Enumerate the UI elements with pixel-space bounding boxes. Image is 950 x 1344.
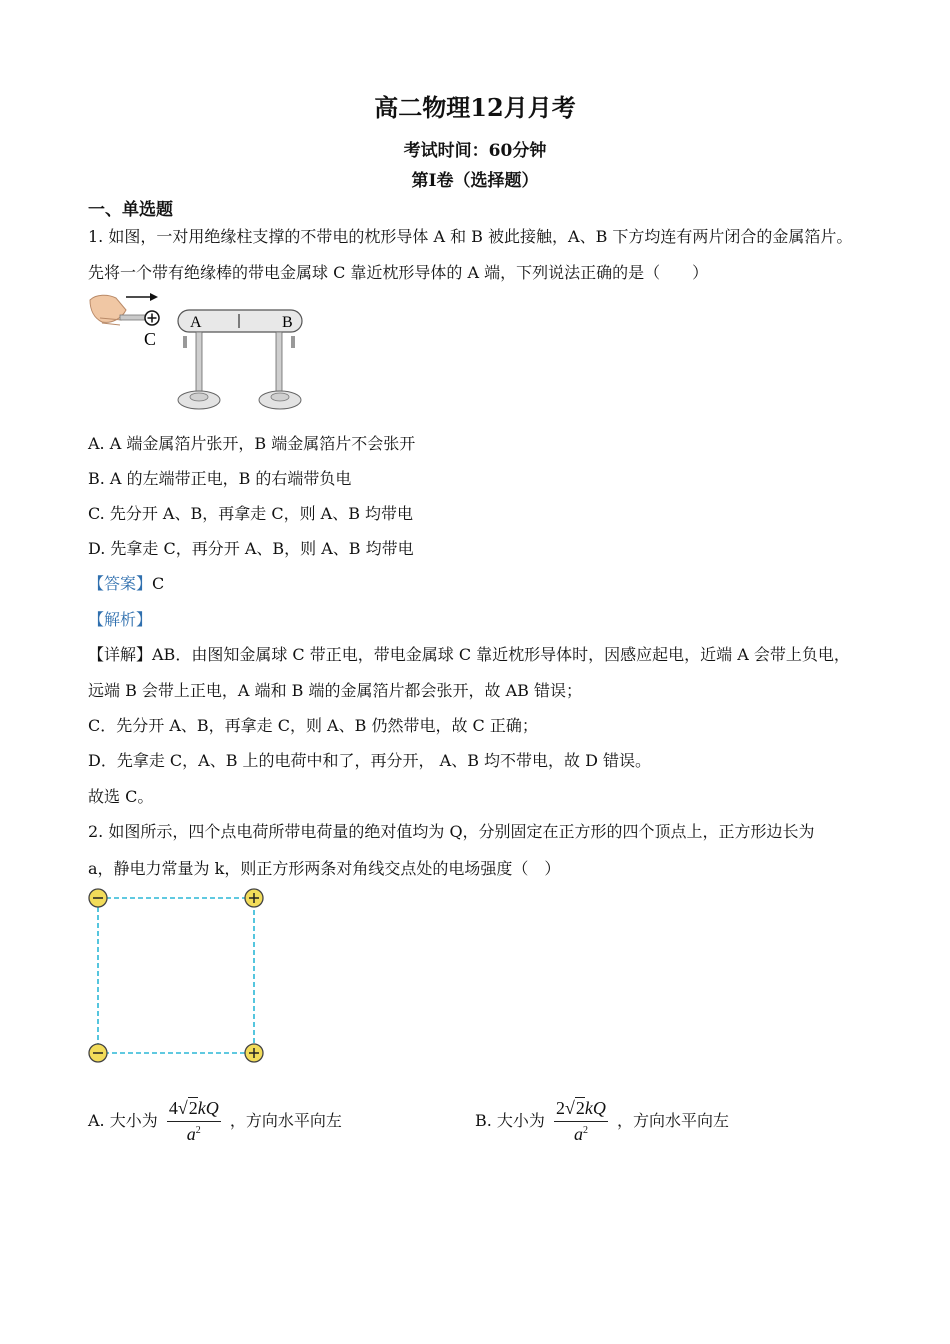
q1-stem-line2: 先将一个带有绝缘棒的带电金属球 C 靠近枕形导体的 A 端，下列说法正确的是（ ）	[88, 263, 709, 282]
exam-time: 考试时间：60分钟	[403, 141, 547, 161]
q1-detail-line5: 故选 C。	[88, 787, 154, 806]
q2-option-b	[475, 1098, 729, 1145]
charge-top-right	[245, 889, 263, 907]
q1-stem-line1: 1. 如图，一对用绝缘柱支撑的不带电的枕形导体 A 和 B 被此接触，A、B 下方均连有两片闭合的金属箔片。	[88, 227, 853, 246]
conductor-label-b: B	[282, 314, 293, 331]
charge-top-left	[89, 889, 107, 907]
foil-right	[292, 336, 294, 348]
q2-option-a	[88, 1098, 342, 1145]
conductor-label-a: A	[190, 314, 202, 331]
q1-detail-line1: 【详解】AB．由图知金属球 C 带正电，带电金属球 C 靠近枕形导体时，因感应起电，近端 A 会带上负电，	[88, 645, 850, 664]
q1-detail-line3: C．先分开 A、B，再拿走 C，则 A、B 仍然带电，故 C 正确；	[88, 716, 538, 735]
insulating-stand-right	[259, 332, 301, 409]
q2-option-a-suffix: ，方向水平向左	[229, 1111, 342, 1130]
q1-figure	[86, 288, 316, 416]
numerator-vars: kQ	[584, 1098, 606, 1118]
section-heading: 一、单选题	[88, 200, 173, 220]
foil-left	[184, 336, 186, 348]
denominator: a	[186, 1124, 196, 1144]
radicand: 2	[188, 1098, 198, 1118]
q2-option-b-prefix: B. 大小为	[475, 1111, 545, 1130]
answer-label: 【答案】	[88, 574, 153, 593]
denominator: a	[573, 1124, 583, 1144]
volume-heading: 第Ⅰ卷（选择题）	[411, 171, 539, 191]
coefficient: 2	[556, 1098, 566, 1118]
answer-value: C	[152, 574, 165, 593]
charged-ball-c	[145, 311, 159, 325]
q2-option-b-fraction: $\frac{2√2kQ}{a^2}$	[556, 1098, 606, 1144]
q1-analysis-label: 【解析】	[88, 610, 153, 629]
radicand: 2	[575, 1098, 585, 1118]
q2-stem-line1: 2. 如图所示，四个点电荷所带电荷量的绝对值均为 Q，分别固定在正方形的四个顶点上，正方形边长为	[88, 822, 815, 841]
pillow-conductor	[178, 310, 302, 332]
q1-option-b: B. A 的左端带正电，B 的右端带负电	[88, 469, 352, 488]
q1-answer	[88, 571, 164, 594]
charge-bottom-left	[89, 1044, 107, 1062]
q2-option-a-fraction: $\frac{4√2kQ}{a^2}$	[168, 1098, 219, 1144]
numerator-vars: kQ	[197, 1098, 219, 1118]
page-title: 高二物理12月月考	[374, 93, 576, 122]
exponent: 2	[195, 1125, 201, 1136]
q1-option-d: D. 先拿走 C，再分开 A、B，则 A、B 均带电	[88, 539, 414, 558]
exponent: 2	[582, 1125, 588, 1136]
q1-option-c: C. 先分开 A、B，再拿走 C，则 A、B 均带电	[88, 504, 414, 523]
q2-figure	[86, 885, 268, 1067]
square-outline	[98, 898, 254, 1053]
q2-stem-line2: a，静电力常量为 k，则正方形两条对角线交点处的电场强度（ ）	[88, 859, 561, 878]
charge-bottom-right	[245, 1044, 263, 1062]
arrow-icon	[126, 293, 158, 301]
q1-option-a: A. A 端金属箔片张开，B 端金属箔片不会张开	[88, 434, 416, 453]
q2-option-b-suffix: ，方向水平向左	[617, 1111, 730, 1130]
hand-icon	[90, 295, 146, 325]
q1-detail-line2: 远端 B 会带上正电，A 端和 B 端的金属箔片都会张开，故 AB 错误；	[88, 681, 582, 700]
coefficient: 4	[168, 1098, 178, 1118]
q1-detail-line4: D．先拿走 C，A、B 上的电荷中和了，再分开， A、B 均不带电，故 D 错误。	[88, 751, 652, 770]
ball-label: C	[144, 329, 157, 349]
q2-option-a-prefix: A. 大小为	[88, 1111, 158, 1130]
